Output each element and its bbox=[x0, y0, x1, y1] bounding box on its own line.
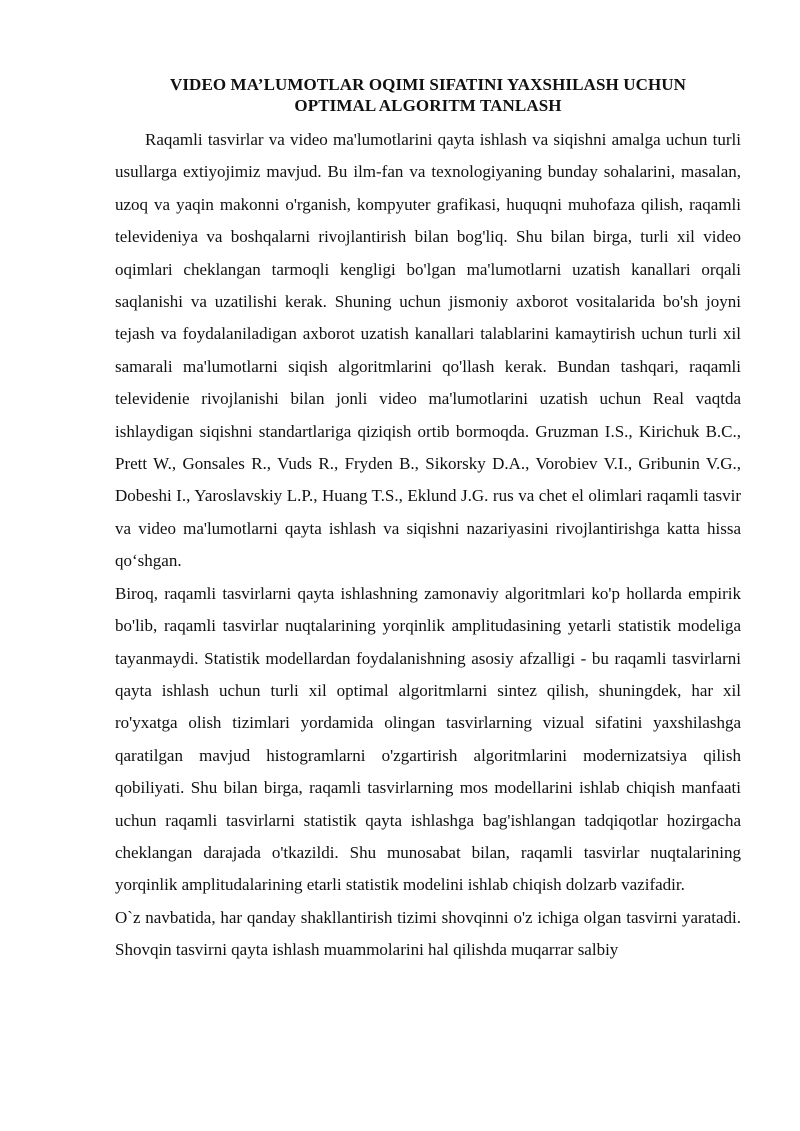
paragraph-statistical-models: Biroq, raqamli tasvirlarni qayta ishlashning zamonaviy algoritmlari ko'p hollarda empirik bo'lib, raqamli tasvirlar nuqtalarining yorqinlik amplitudasining yetarli statistik modeliga tayanmaydi. Statistik modellardan foydalanishning asosiy afzalligi - bu raqamli tasvirlarni qayta ishlash uchun turli xil optimal algoritmlarni sintez qilish, shuningdek, har xil ro'yxatga olish tizimlari yordamida olingan tasvirlarning vizual sifatini yaxshilashga qaratilgan mavjud histogramlarni o'zgartirish algoritmlarini modernizatsiya qilish qobiliyati. Shu bilan birga, raqamli tasvirlarning mos modellarini ishlab chiqish manfaati uchun raqamli tasvirlarni statistik qayta ishlashga bag'ishlangan tadqiqotlar hozirgacha cheklangan darajada o'tkazildi. Shu munosabat bilan, raqamli tasvirlar nuqtalarining yorqinlik amplitudalarining etarli statistik modelini ishlab chiqish dolzarb vazifadir. bbox=[115, 583, 741, 895]
paragraph-noise: O`z navbatida, har qanday shakllantirish tizimi shovqinni o'z ichiga olgan tasvirni yaratadi. Shovqin tasvirni qayta ishlash muammolarini hal qilishda muqarrar salbiy bbox=[115, 907, 741, 960]
title-line-1: VIDEO MA’LUMOTLAR OQIMI SIFATINI YAXSHILASH UCHUN bbox=[169, 75, 687, 94]
document-title bbox=[115, 74, 741, 116]
paragraph-intro: Raqamli tasvirlar va video ma'lumotlarini qayta ishlash va siqishni amalga uchun turli usullarga extiyojimiz mavjud. Bu ilm-fan va texnologiyaning bunday sohalarini, masalan, uzoq va yaqin makonni o'rganish, kompyuter grafikasi, huquqni muhofaza qilish, raqamli televideniya va boshqalarni rivojlantirish bilan bog'liq. Shu bilan birga, turli xil video oqimlari cheklangan tarmoqli kengligi bo'lgan ma'lumotlarni uzatish kanallari orqali saqlanishi va uzatilishi kerak. Shuning uchun jismoniy axborot vositalarida bo'sh joyni tejash va foydalaniladigan axborot uzatish kanallari talablarini kamaytirish uchun turli xil samarali ma'lumotlarni siqish algoritmlarini qo'llash kerak. Bundan tashqari, raqamli televidenie rivojlanishi bilan jonli video ma'lumotlarini uzatish uchun Real vaqtda ishlaydigan siqishni standartlariga qiziqish ortib bormoqda. Gruzman I.S., Kirichuk B.C., Prett W., Gonsales R., Vuds R., Fryden B., Sikorsky D.A., Vorobiev V.I., Gribunin V.G., Dobeshi I., Yaroslavskiy L.P., Huang T.S., Eklund J.G. rus va chet el olimlari raqamli tasvir va video ma'lumotlarni qayta ishlash va siqishni nazariyasini rivojlantirishga katta hissa qo‘shgan. bbox=[115, 130, 741, 571]
title-line-2: OPTIMAL ALGORITM TANLASH bbox=[294, 96, 562, 115]
document-page bbox=[115, 74, 741, 967]
